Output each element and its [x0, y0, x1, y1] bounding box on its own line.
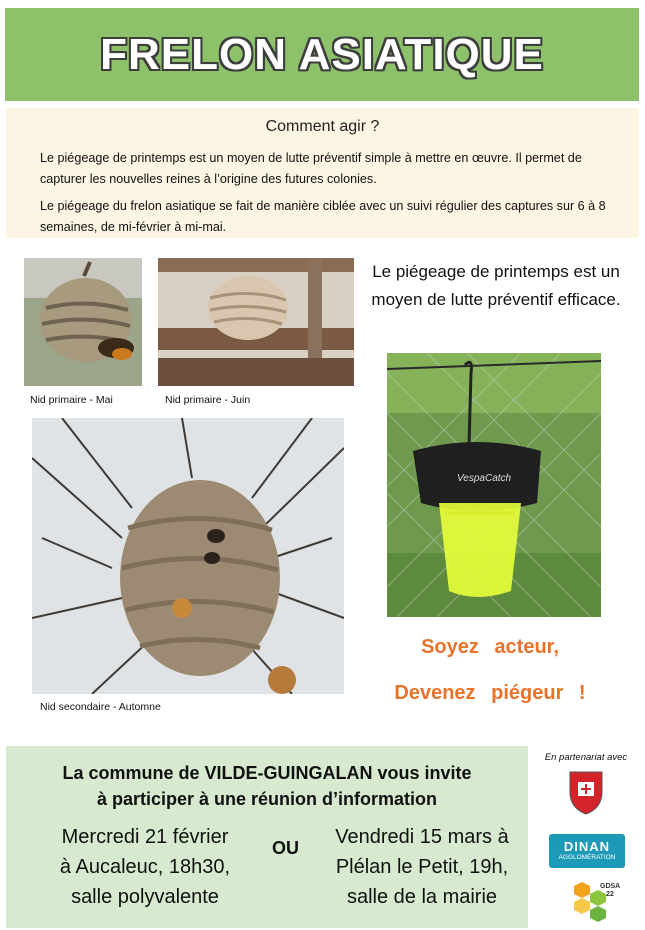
intro-paragraph-2: Le piégeage du frelon asiatique se fait de manière ciblée avec un suivi régulier des captures sur 6 à 8 semaines, de mi-février à mi-mai. — [40, 199, 606, 234]
dinan-logo-subtext: AGGLOMÉRATION — [558, 854, 616, 861]
caption-primary-june: Nid primaire - Juin — [165, 394, 251, 406]
meeting-aucaleuc-date: Mercredi 21 février — [61, 826, 229, 848]
invitation-line-2: à participer à une réunion d’information — [96, 789, 438, 809]
meeting-plelan — [312, 822, 532, 912]
gdsa-22-logo — [562, 878, 626, 922]
invitation-line-1: La commune de VILDE-GUINGALAN vous invite — [62, 763, 472, 783]
meeting-aucaleuc — [32, 822, 258, 912]
caption-secondary-autumn: Nid secondaire - Automne — [40, 701, 161, 713]
gdsa-logo-text: GDSA — [600, 883, 621, 890]
photo-trap — [387, 353, 601, 617]
meeting-plelan-date: Vendredi 15 mars à — [335, 826, 509, 848]
page-title: FRELON ASIATIQUE — [100, 29, 544, 79]
dinan-agglomeration-logo — [549, 834, 625, 868]
caption-primary-may: Nid primaire - Mai — [30, 394, 113, 406]
invitation-heading — [6, 760, 528, 812]
title-banner — [5, 8, 639, 101]
or-separator: OU — [272, 838, 299, 858]
meeting-aucaleuc-place: à Aucaleuc, 18h30, — [59, 856, 231, 878]
meeting-plelan-place: Plélan le Petit, 19h, — [335, 856, 509, 878]
intro-question: Comment agir ? — [265, 118, 380, 135]
dinan-logo-text: DINAN — [563, 839, 611, 854]
partners-label: En partenariat avec — [544, 752, 628, 763]
intro-paragraph-1: Le piégeage de printemps est un moyen de lutte préventif simple à mettre en œuvre. Il permet de capturer les nouvelles reines à l’origine des futures colonies. — [40, 151, 582, 186]
trap-brand-text: VespaCatch — [457, 473, 512, 484]
right-heading: Le piégeage de printemps est un moyen de lutte préventif efficace. — [371, 262, 621, 309]
photo-primary-nest-may — [24, 258, 142, 386]
vilde-guingalan-crest-logo — [566, 768, 606, 818]
photo-primary-nest-june — [158, 258, 354, 386]
gdsa-logo-number: 22 — [606, 891, 614, 898]
cta-line-2: Devenez piégeur ! — [394, 682, 586, 704]
intro-section — [6, 108, 639, 238]
meeting-aucaleuc-room: salle polyvalente — [71, 886, 219, 908]
invitation-section — [6, 746, 528, 928]
photo-secondary-nest-autumn — [32, 418, 344, 694]
cta-line-1: Soyez acteur, — [421, 636, 559, 658]
meeting-plelan-room: salle de la mairie — [346, 886, 498, 908]
